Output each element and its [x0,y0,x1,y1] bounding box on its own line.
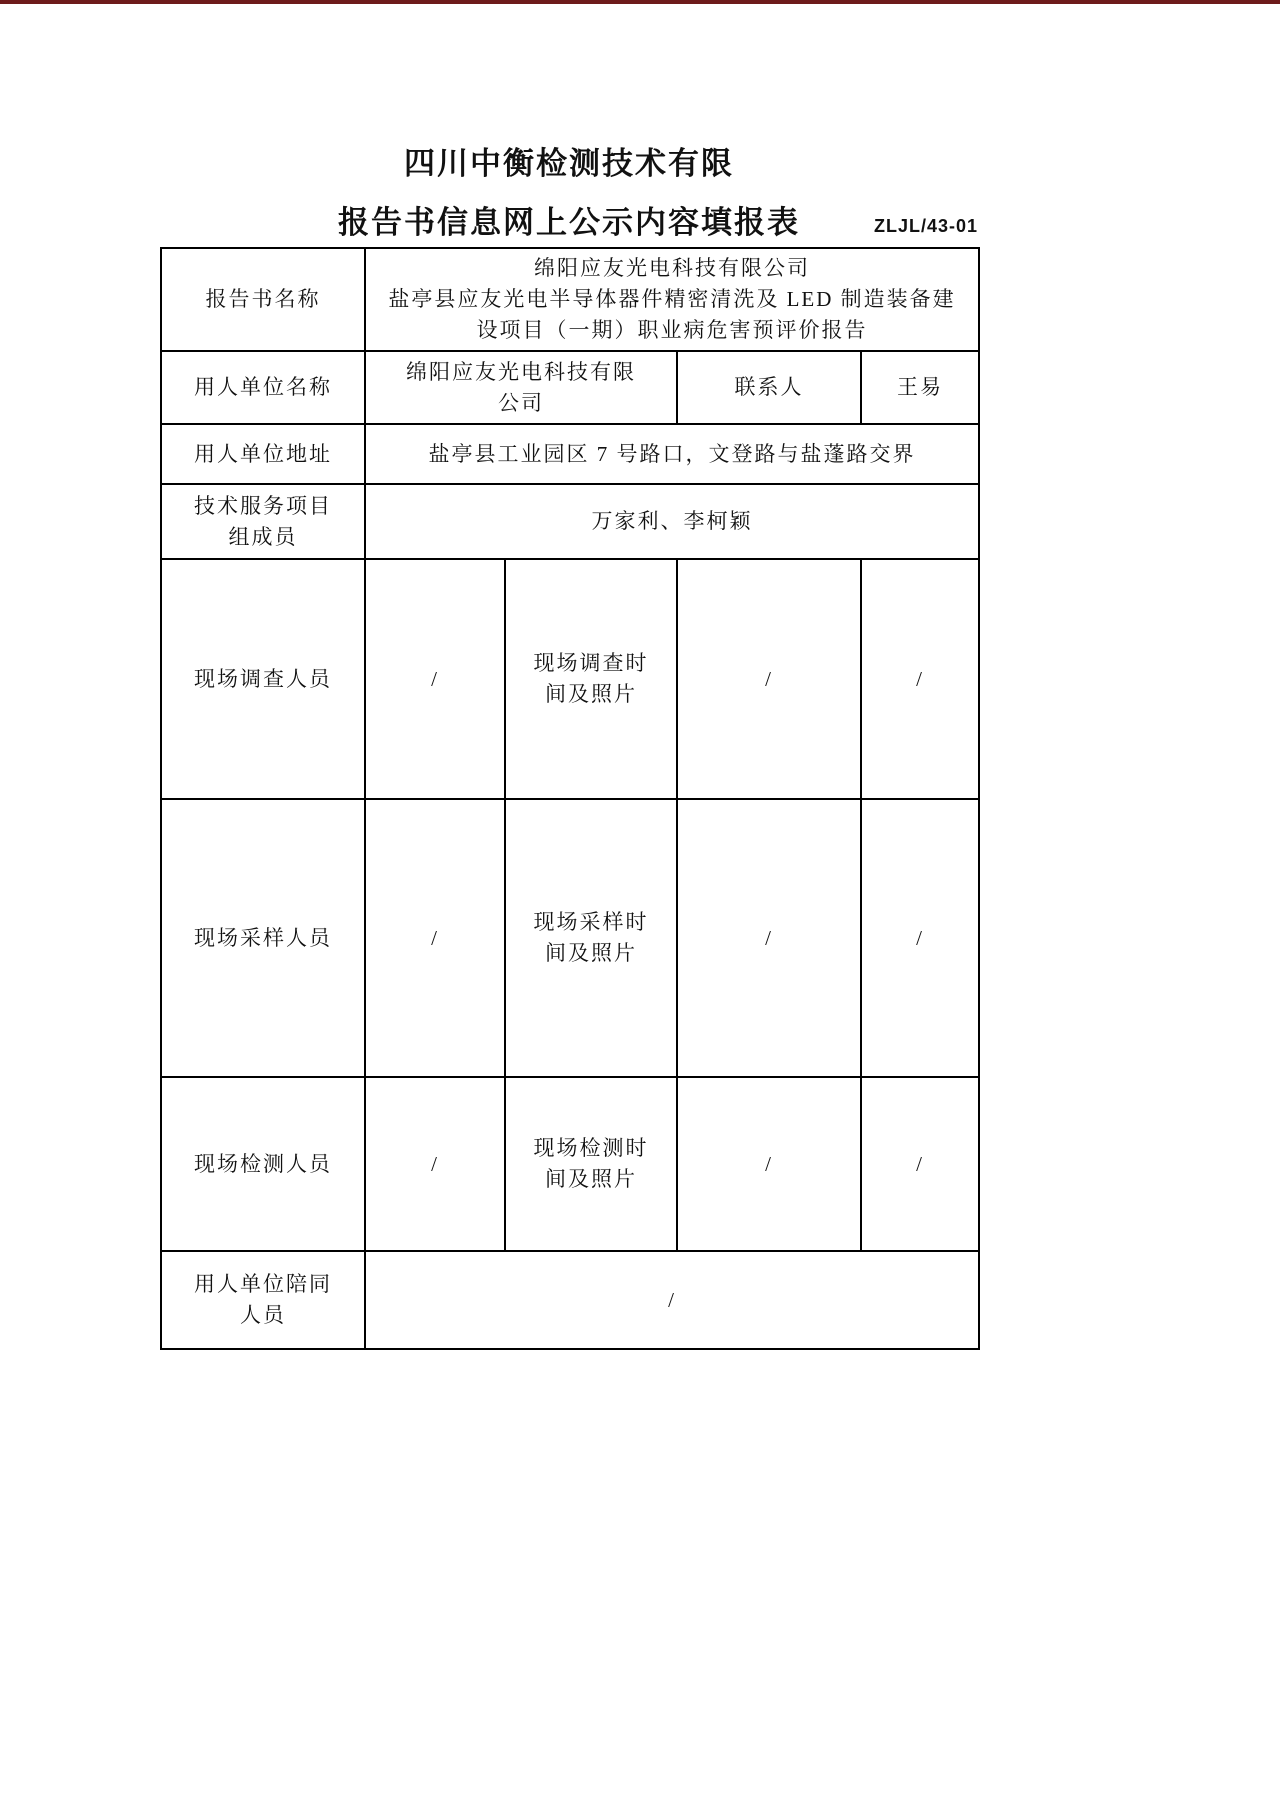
table-row [161,424,979,484]
table-row [161,351,979,424]
report-name-line2: 盐亭县应友光电半导体器件精密清洗及 LED 制造装备建 [388,287,956,311]
employer-name-value [365,351,677,424]
accompanying-personnel-label [161,1251,365,1349]
survey-time-value: / [677,559,861,799]
accompanying-label-line1: 用人单位陪同 [194,1272,332,1296]
sampling-time-label-line2: 间及照片 [545,941,637,965]
testing-time-label-line1: 现场检测时 [533,1136,649,1160]
employer-name-line2: 公司 [498,390,544,415]
employer-name-label: 用人单位名称 [161,351,365,424]
survey-time-label-line1: 现场调查时 [533,651,649,675]
table-row [161,248,979,351]
sampling-time-label [505,799,677,1077]
accompanying-label-line2: 人员 [240,1303,286,1327]
survey-time-label [505,559,677,799]
page-title-row [160,197,978,240]
page-title-line2: 报告书信息网上公示内容填报表 [338,205,800,240]
report-info-table [160,247,980,1350]
table-row [161,484,979,559]
report-name-value [365,248,979,351]
contact-label: 联系人 [677,351,861,424]
report-name-label: 报告书名称 [161,248,365,351]
sampling-photo-value: / [861,799,979,1077]
table-row [161,799,979,1077]
sampling-personnel-value: / [365,799,505,1077]
employer-address-label: 用人单位地址 [161,424,365,484]
project-team-label [161,484,365,559]
accompanying-personnel-value: / [365,1251,979,1349]
project-team-value: 万家利、李柯颖 [365,484,979,559]
project-team-label-line2: 组成员 [228,524,298,549]
page-title-line1: 四川中衡检测技术有限 [404,146,734,181]
survey-time-label-line2: 间及照片 [545,682,637,706]
sampling-time-label-line1: 现场采样时 [533,910,649,934]
report-name-line1: 绵阳应友光电科技有限公司 [534,256,810,280]
testing-time-value: / [677,1077,861,1251]
document [160,138,978,1350]
survey-photo-value: / [861,559,979,799]
sampling-personnel-label: 现场采样人员 [161,799,365,1077]
testing-personnel-value: / [365,1077,505,1251]
table-row [161,1251,979,1349]
page-top-edge-strip [0,0,1280,4]
form-code: ZLJL/43-01 [873,216,978,236]
testing-photo-value: / [861,1077,979,1251]
table-row [161,559,979,799]
sampling-time-value: / [677,799,861,1077]
survey-personnel-label: 现场调查人员 [161,559,365,799]
table-row [161,1077,979,1251]
testing-time-label-line2: 间及照片 [545,1167,637,1191]
employer-address-value: 盐亭县工业园区 7 号路口，文登路与盐蓬路交界 [365,424,979,484]
testing-personnel-label: 现场检测人员 [161,1077,365,1251]
testing-time-label [505,1077,677,1251]
survey-personnel-value: / [365,559,505,799]
employer-name-line1: 绵阳应友光电科技有限 [406,359,636,384]
contact-value: 王易 [861,351,979,424]
project-team-label-line1: 技术服务项目 [194,493,332,518]
report-name-line3: 设项目（一期）职业病危害预评价报告 [476,318,868,342]
